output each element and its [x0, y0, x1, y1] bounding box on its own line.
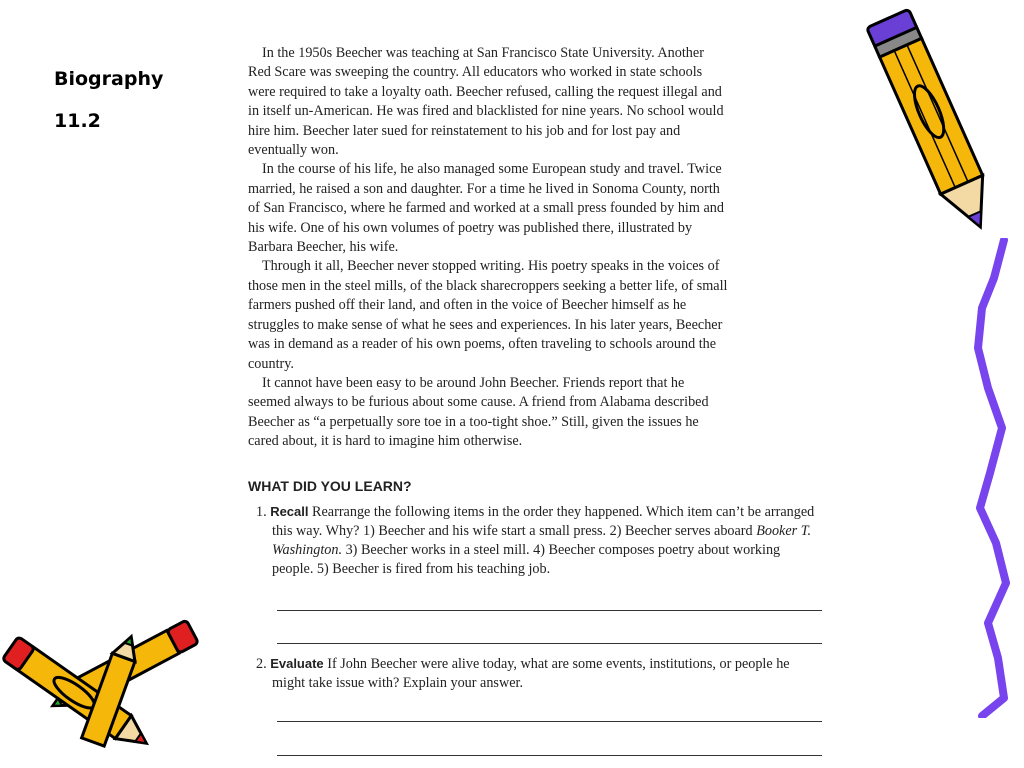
question-text: If John Beecher were alive today, what are some events, institutions, or people he might take issue with? Explain your answer.	[272, 656, 790, 691]
question-evaluate	[256, 654, 820, 693]
question-number: 1.	[256, 504, 267, 520]
ship-name: Booker T. Washington.	[272, 523, 812, 558]
passage-paragraph: Through it all, Beecher never stopped writing. His poetry speaks in the voices of those men in the steel mills, of the black sharecroppers seeking a better life, of small farmers pushed off their land, and often in the voice of Beecher himself as he struggles to make sense of what he sees and experiences. In his later years, Beecher was in demand as a reader of his own poems, often traveling to schools around the country.	[248, 258, 728, 372]
question-text: Rearrange the following items in the order they happened. Which item can’t be arranged this way. Why? 1) Beecher and his wife start a small press. 2) Beecher serves aboard	[272, 504, 815, 539]
answer-line[interactable]	[277, 755, 822, 756]
passage-paragraph: It cannot have been easy to be around John Beecher. Friends report that he seemed always to be furious about some cause. A friend from Alabama described Beecher as “a perpetually sore toe in a too-tight shoe.” Still, given the issues he cared about, it is hard to imagine him otherwise.	[248, 374, 709, 450]
passage-paragraph: In the course of his life, he also managed some European study and travel. Twice married, he raised a son and daughter. For a time he lived in Sonoma County, north of San Francisco, where he farmed and worked at a small press founded by him and his wife. One of his own volumes of poetry was published there, illustrated by Barbara Beecher, his wife.	[248, 161, 724, 256]
question-number: 2.	[256, 656, 267, 672]
biography-passage	[248, 44, 728, 452]
answer-line[interactable]	[277, 643, 822, 644]
pencil-icon	[860, 0, 1010, 245]
sidebar-title: Biography	[54, 68, 164, 90]
question-label: Evaluate	[270, 656, 324, 671]
section-number: 11.2	[54, 110, 101, 132]
questions-heading: WHAT DID YOU LEARN?	[248, 478, 412, 494]
answer-line[interactable]	[277, 610, 822, 611]
crossed-pencils-icon	[0, 615, 210, 765]
question-label: Recall	[270, 504, 309, 519]
answer-line[interactable]	[277, 721, 822, 722]
question-recall	[256, 502, 820, 579]
squiggle-line	[968, 238, 1018, 718]
question-text-continued: 3) Beecher works in a steel mill. 4) Beecher composes poetry about working people. 5) Beecher is fired from his teaching job.	[272, 542, 781, 577]
passage-paragraph: In the 1950s Beecher was teaching at San Francisco State University. Another Red Scare was sweeping the country. All educators who worked in state schools were required to take a loyalty oath. Beecher refused, calling the request illegal and in itself un-American. He was fired and blacklisted for nine years. No school would hire him. Beecher later sued for reinstatement to his job and for lost pay and eventually won.	[248, 45, 724, 159]
